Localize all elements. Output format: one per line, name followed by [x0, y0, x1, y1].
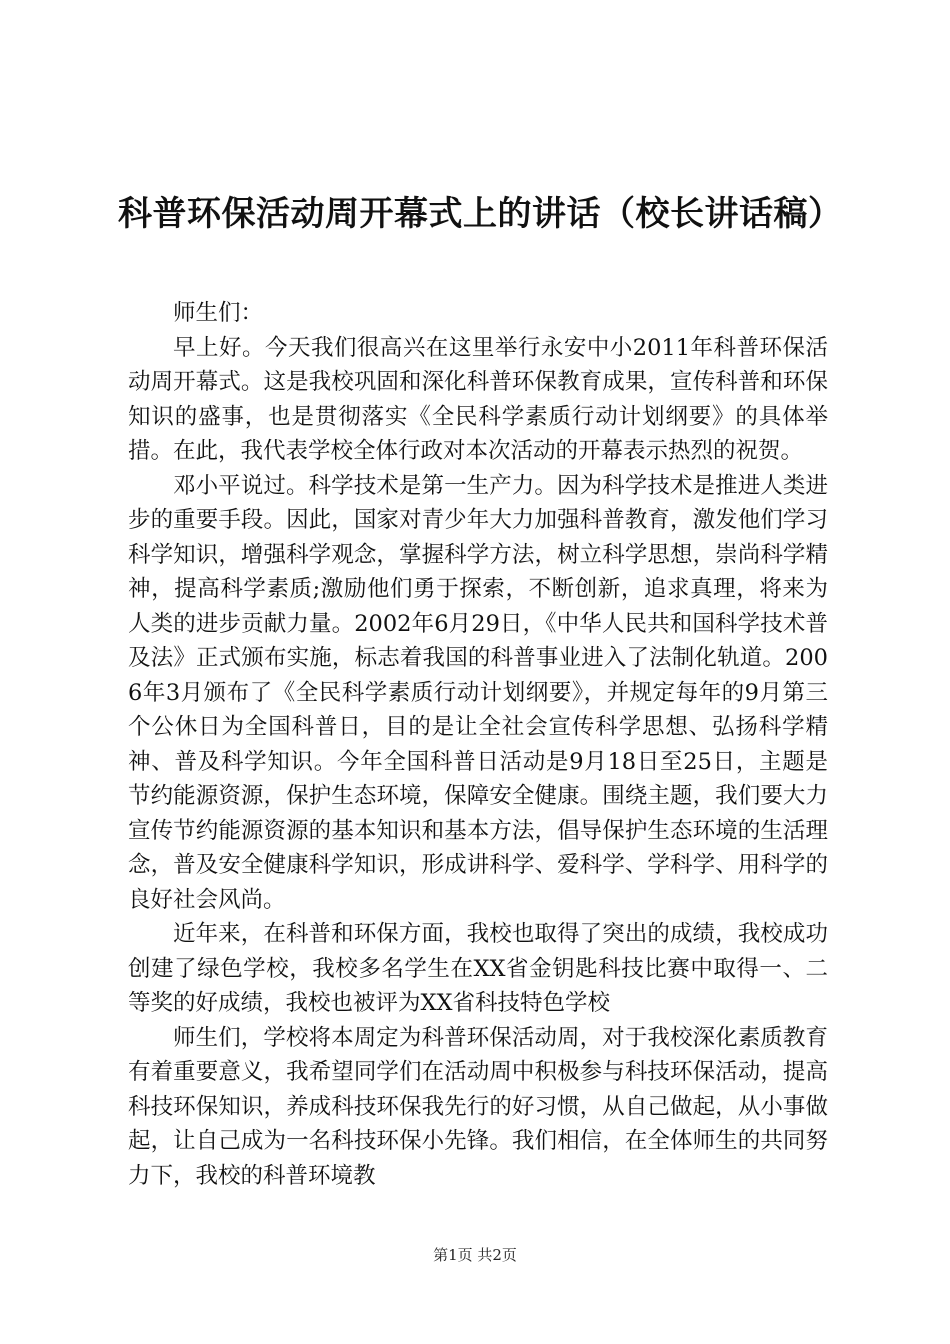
body-paragraph: 早上好。今天我们很高兴在这里举行永安中小2011年科普环保活动周开幕式。这是我校巩固和深化科普环保教育成果，宣传科普和环保知识的盛事，也是贯彻落实《全民科学素质行动计划纲要》的具体举措。在此，我代表学校全体行政对本次活动的开幕表示热烈的祝贺。	[128, 334, 828, 464]
document-body	[128, 296, 828, 1193]
document-title: 科普环保活动周开幕式上的讲话（校长讲话稿）	[118, 194, 843, 234]
body-paragraph: 邓小平说过。科学技术是第一生产力。因为科学技术是推进人类进步的重要手段。因此，国家对青少年大力加强科普教育，激发他们学习科学知识，增强科学观念，掌握科学方法，树立科学思想，崇尚科学精神，提高科学素质;激励他们勇于探索，不断创新，追求真理，将来为人类的进步贡献力量。2002年6月29日，《中华人民共和国科学技术普及法》正式颁布实施，标志着我国的科普事业进入了法制化轨道。2006年3月颁布了《全民科学素质行动计划纲要》，并规定每年的9月第三个公休日为全国科普日，目的是让全社会宣传科学思想、弘扬科学精神、普及科学知识。今年全国科普日活动是9月18日至25日，主题是节约能源资源，保护生态环境，保障安全健康。围绕主题，我们要大力宣传节约能源资源的基本知识和基本方法，倡导保护生态环境的生活理念，普及安全健康科学知识，形成讲科学、爱科学、学科学、用科学的良好社会风尚。	[128, 472, 828, 913]
salutation-paragraph: 师生们：	[173, 300, 264, 326]
page-number-footer: 第1页 共2页	[433, 1246, 517, 1264]
body-paragraph: 近年来，在科普和环保方面，我校也取得了突出的成绩，我校成功创建了绿色学校，我校多名学生在XX省金钥匙科技比赛中取得一、二等奖的好成绩，我校也被评为XX省科技特色学校	[128, 921, 828, 1016]
body-paragraph: 师生们，学校将本周定为科普环保活动周，对于我校深化素质教育有着重要意义，我希望同学们在活动周中积极参与科技环保活动，提高科技环保知识，养成科技环保我先行的好习惯，从自己做起，从小事做起，让自己成为一名科技环保小先锋。我们相信，在全体师生的共同努力下，我校的科普环境教	[128, 1024, 828, 1189]
